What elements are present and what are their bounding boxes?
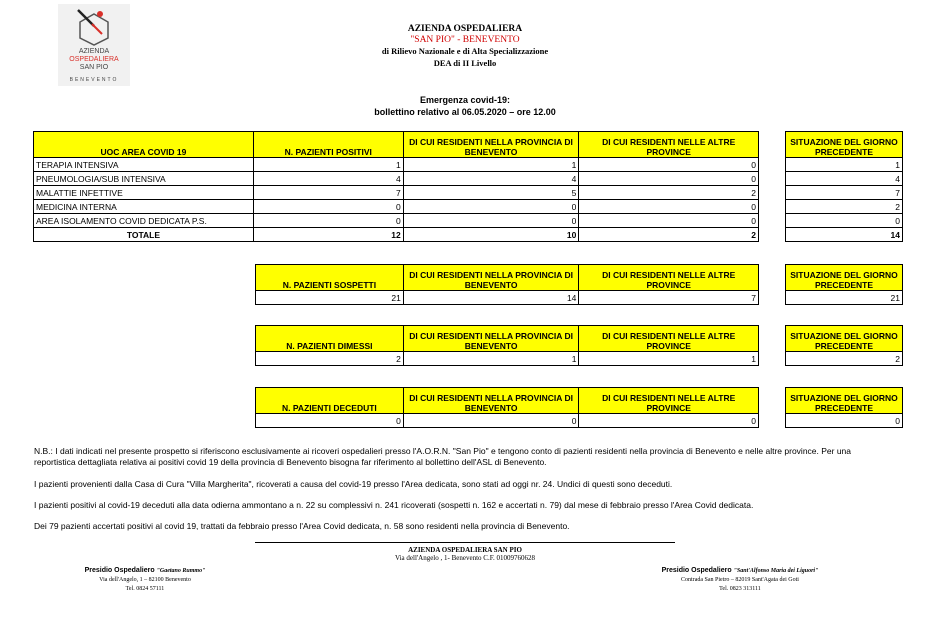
header-cell: N. PAZIENTI SOSPETTI — [256, 265, 404, 291]
row-value: 0 — [579, 200, 759, 214]
total-value: 2 — [579, 228, 759, 242]
footer-left-tel: Tel. 0824 57111 — [125, 586, 165, 592]
row-value: 4 — [403, 172, 579, 186]
row-value: 2 — [256, 352, 404, 366]
row-value: 0 — [253, 200, 403, 214]
prev-value: 4 — [786, 172, 903, 186]
table-row — [34, 158, 759, 172]
footer-right-title-text: Presidio Ospedaliero — [661, 567, 732, 574]
deceduti-previous-table — [785, 387, 903, 428]
header-cell: DI CUI RESIDENTI NELLE ALTRE PROVINCE — [579, 132, 759, 158]
header-cell: SITUAZIONE DEL GIORNO PRECEDENTE — [786, 388, 903, 414]
footer-center-title: AZIENDA OSPEDALIERA SAN PIO — [408, 546, 522, 554]
header-subtitle — [280, 35, 650, 46]
hospital-logo-icon — [74, 8, 114, 46]
table-row — [34, 214, 759, 228]
row-value: 4 — [253, 172, 403, 186]
sospetti-table — [255, 264, 759, 305]
footer-left-name: "Gaetano Rummo" — [156, 568, 206, 574]
header-cell: DI CUI RESIDENTI NELLE ALTRE PROVINCE — [579, 326, 759, 352]
prev-value: 2 — [786, 352, 903, 366]
dimessi-previous-table — [785, 325, 903, 366]
bulletin-title: Emergenza covid-19: — [419, 95, 511, 105]
table-row — [34, 172, 759, 186]
header-cell: DI CUI RESIDENTI NELLA PROVINCIA DI BENEVENTO — [403, 388, 579, 414]
deceduti-table — [255, 387, 759, 428]
dimessi-table — [255, 325, 759, 366]
header-cell: N. PAZIENTI DIMESSI — [256, 326, 404, 352]
table-row — [256, 291, 759, 305]
header-cell: UOC AREA COVID 19 — [34, 132, 254, 158]
total-value: 12 — [253, 228, 403, 242]
footer-center-address: Via dell'Angelo , 1- Benevento C.F. 01009760628 — [394, 554, 536, 562]
prev-value: 7 — [786, 186, 903, 200]
row-value: 14 — [403, 291, 579, 305]
footer-right-address: Contrada San Pietro – 82019 Sant'Agata dei Goti — [681, 577, 799, 583]
footer-divider — [255, 542, 675, 543]
main-table-header — [34, 132, 759, 158]
footer-left-address: Via dell'Angelo, 1 – 82100 Benevento — [99, 577, 191, 583]
row-value: 0 — [579, 214, 759, 228]
logo-text-1: AZIENDA — [78, 48, 110, 55]
header-cell: SITUAZIONE DEL GIORNO PRECEDENTE — [786, 265, 903, 291]
footer-left-title — [60, 566, 230, 576]
note-deceased: I pazienti positivi al covid-19 deceduti alla data odierna ammontano a n. 22 su complessivi n. 241 ricoverati (sospetti n. 162 e accertati n. 79) dal mese di febbraio presso l'Area Covid dedicata. — [34, 500, 754, 510]
row-value: 0 — [403, 214, 579, 228]
note-nb: N.B.: I dati indicati nel presente prospetto si riferiscono esclusivamente ai ricoveri ospedalieri presso l'A.O.R.N. "San Pio" e tengono conto di pazienti residenti nella provincia di Benevento e nelle altre province. Per una reportistica dettagliata relativa ai positivi covid 19 della provincia di Benevento bisogna far riferimento al bollettino dell'ASL di Benevento. — [34, 446, 852, 467]
prev-value: 1 — [786, 158, 903, 172]
row-value: 0 — [253, 214, 403, 228]
header-cell: N. PAZIENTI DECEDUTI — [256, 388, 404, 414]
row-value: 0 — [579, 172, 759, 186]
header-cell: N. PAZIENTI POSITIVI — [253, 132, 403, 158]
logo-text-3: SAN PIO — [79, 64, 109, 71]
row-label: AREA ISOLAMENTO COVID DEDICATA P.S. — [34, 214, 254, 228]
header-cell: DI CUI RESIDENTI NELLE ALTRE PROVINCE — [579, 388, 759, 414]
total-value: 10 — [403, 228, 579, 242]
row-value: 1 — [253, 158, 403, 172]
header-cell: DI CUI RESIDENTI NELLA PROVINCIA DI BENEVENTO — [403, 132, 579, 158]
footer-left-title-text: Presidio Ospedaliero — [84, 567, 155, 574]
table-row — [34, 186, 759, 200]
row-value: 0 — [579, 158, 759, 172]
prev-value: 21 — [786, 291, 903, 305]
note-residents: Dei 79 pazienti accertati positivi al covid 19, trattati da febbraio presso l'Area Covid dedicata, n. 58 sono residenti nella provincia di Benevento. — [34, 521, 570, 531]
row-value: 5 — [403, 186, 579, 200]
prev-total: 14 — [786, 228, 903, 242]
row-value: 0 — [256, 414, 404, 428]
row-label: MEDICINA INTERNA — [34, 200, 254, 214]
footer-right-name: "Sant'Alfonso Maria dei Liguori" — [733, 568, 819, 574]
total-row — [34, 228, 759, 242]
header-line4: DEA di II Livello — [433, 58, 497, 68]
table-row — [34, 200, 759, 214]
total-label: TOTALE — [34, 228, 254, 242]
header-cell: DI CUI RESIDENTI NELLA PROVINCIA DI BENEVENTO — [403, 265, 579, 291]
hospital-logo — [58, 4, 130, 86]
main-previous-table — [785, 131, 903, 242]
header-cell: DI CUI RESIDENTI NELLE ALTRE PROVINCE — [579, 265, 759, 291]
row-label: TERAPIA INTENSIVA — [34, 158, 254, 172]
prev-value: 0 — [786, 214, 903, 228]
footer-right-title — [640, 566, 840, 576]
sospetti-previous-table — [785, 264, 903, 305]
note-villa-margherita: I pazienti provenienti dalla Casa di Cura "Villa Margherita", ricoverati a causa del covid-19 presso l'Area dedicata, sono stati ad oggi nr. 24. Undici di questi sono deceduti. — [34, 479, 673, 489]
row-value: 2 — [579, 186, 759, 200]
header-title: AZIENDA OSPEDALIERA — [407, 24, 523, 34]
row-value: 21 — [256, 291, 404, 305]
table-row — [256, 352, 759, 366]
row-label: PNEUMOLOGIA/SUB INTENSIVA — [34, 172, 254, 186]
row-value: 1 — [403, 158, 579, 172]
header-cell: DI CUI RESIDENTI NELLA PROVINCIA DI BENEVENTO — [403, 326, 579, 352]
row-value: 0 — [403, 200, 579, 214]
row-value: 1 — [403, 352, 579, 366]
prev-value: 2 — [786, 200, 903, 214]
header-cell: SITUAZIONE DEL GIORNO PRECEDENTE — [786, 132, 903, 158]
header-subtitle-text: "SAN PIO" - BENEVENTO — [410, 35, 520, 45]
header-cell: SITUAZIONE DEL GIORNO PRECEDENTE — [786, 326, 903, 352]
row-value: 1 — [579, 352, 759, 366]
row-value: 7 — [579, 291, 759, 305]
logo-text-2: OSPEDALIERA — [69, 56, 119, 63]
prev-value: 0 — [786, 414, 903, 428]
row-label: MALATTIE INFETTIVE — [34, 186, 254, 200]
row-value: 0 — [403, 414, 579, 428]
logo-text-4: BENEVENTO — [69, 77, 119, 83]
table-row — [256, 414, 759, 428]
header-line3: di Rilievo Nazionale e di Alta Specializzazione — [381, 46, 549, 56]
main-table — [33, 131, 759, 242]
row-value: 0 — [579, 414, 759, 428]
row-value: 7 — [253, 186, 403, 200]
footer-right-tel: Tel. 0823 313111 — [719, 586, 761, 592]
bulletin-date: bollettino relativo al 06.05.2020 – ore 12.00 — [374, 107, 556, 117]
